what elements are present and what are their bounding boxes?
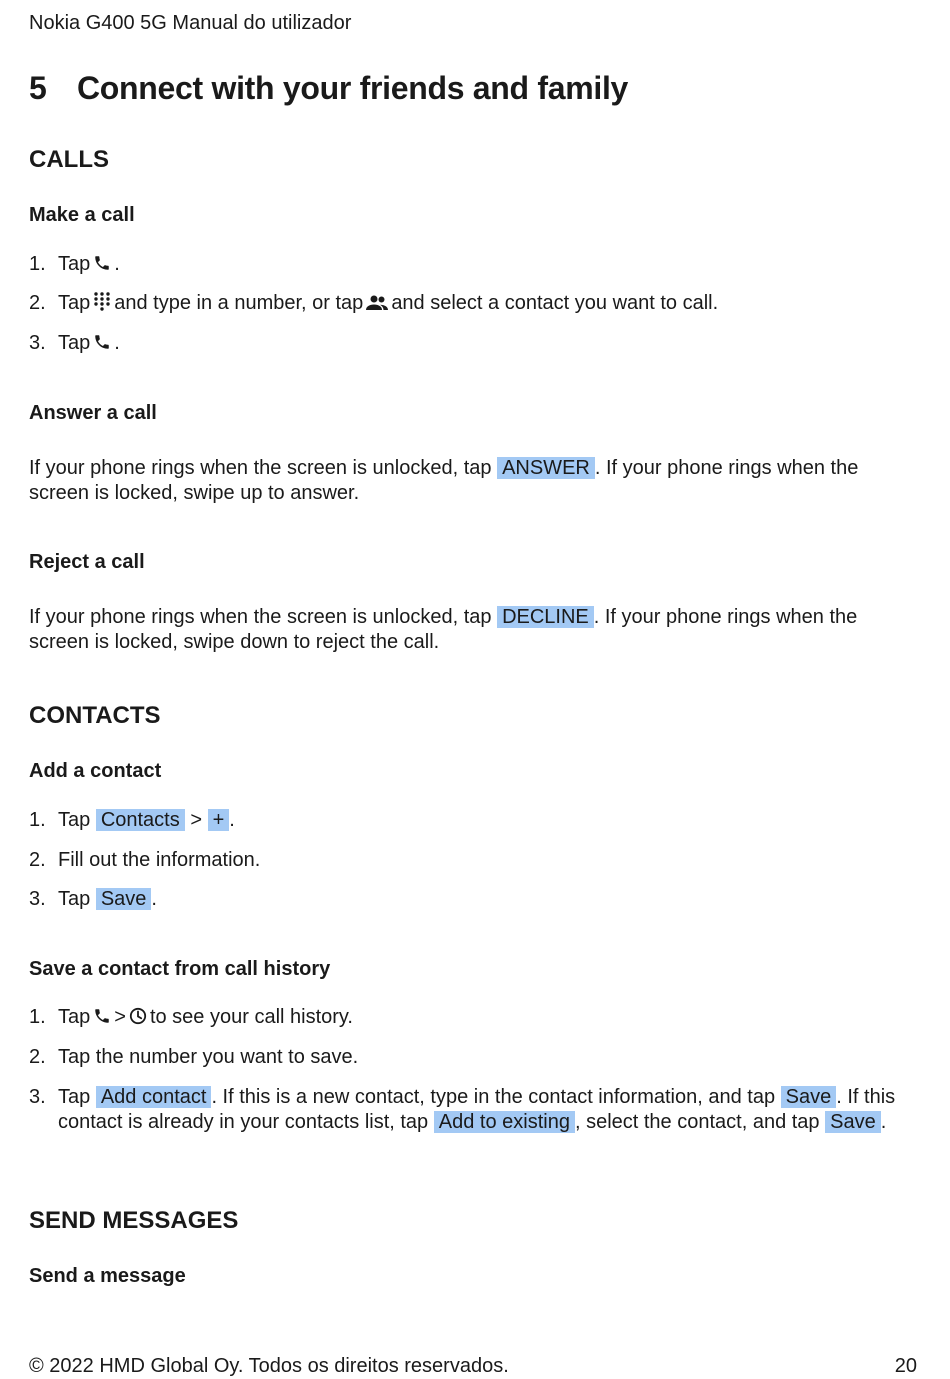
add-plus-label: + [208,809,230,831]
dialpad-icon [93,291,111,318]
save-label: Save [96,888,152,910]
page-number: 20 [894,1355,917,1377]
add-to-existing-label: Add to existing [434,1111,575,1133]
save-label: Save [781,1086,837,1108]
section-heading-contacts: CONTACTS [29,702,161,729]
add-contact-step-3: 3. Tap Save . [29,888,157,910]
phone-icon [93,1007,111,1032]
add-contact-step-1: 1. Tap Contacts > + . [29,809,235,831]
subheading-send-message: Send a message [29,1265,186,1287]
make-call-step-1: 1. Tap . [29,252,909,279]
subheading-reject-call: Reject a call [29,551,145,573]
add-contact-step-2: 2. Fill out the information. [29,849,261,871]
footer-copyright: © 2022 HMD Global Oy. Todos os direitos reservados. [29,1355,509,1377]
subheading-make-call: Make a call [29,204,135,226]
contacts-icon [366,293,388,318]
section-heading-calls: CALLS [29,146,109,173]
section-heading-send-messages: SEND MESSAGES [29,1207,239,1234]
phone-icon [93,333,111,358]
save-history-step-3: 3. Tap Add contact . If this is a new contact, type in the contact information, and tap Save . If this contact is already in your contacts list, tap Add to existing , select the contact, and tap Save . [29,1086,896,1133]
phone-icon [93,254,111,279]
add-contact-label: Add contact [96,1086,212,1108]
chapter-title-text: Connect with your friends and family [77,70,629,106]
save-label: Save [825,1111,881,1133]
save-history-step-1: 1. Tap > to see your call history. [29,1005,909,1032]
contacts-app-label: Contacts [96,809,185,831]
clock-icon [129,1007,147,1032]
answer-button-label: ANSWER [497,457,595,479]
subheading-answer-call: Answer a call [29,402,157,424]
chapter-title [29,70,628,107]
answer-call-paragraph: If your phone rings when the screen is unlocked, tap ANSWER . If your phone rings when the screen is locked, swipe up to answer. [29,457,859,504]
running-header: Nokia G400 5G Manual do utilizador [29,12,352,34]
make-call-step-3: 3. Tap . [29,331,909,358]
reject-call-paragraph: If your phone rings when the screen is unlocked, tap DECLINE . If your phone rings when the screen is locked, swipe down to reject the call. [29,606,858,653]
subheading-add-contact: Add a contact [29,760,162,782]
save-history-step-2: 2. Tap the number you want to save. [29,1046,359,1068]
subheading-save-from-history: Save a contact from call history [29,958,331,980]
chapter-number: 5 [29,70,47,106]
make-call-step-2: 2. Tap and type in a number, or tap and select a contact you want to call. [29,291,909,318]
decline-button-label: DECLINE [497,606,594,628]
